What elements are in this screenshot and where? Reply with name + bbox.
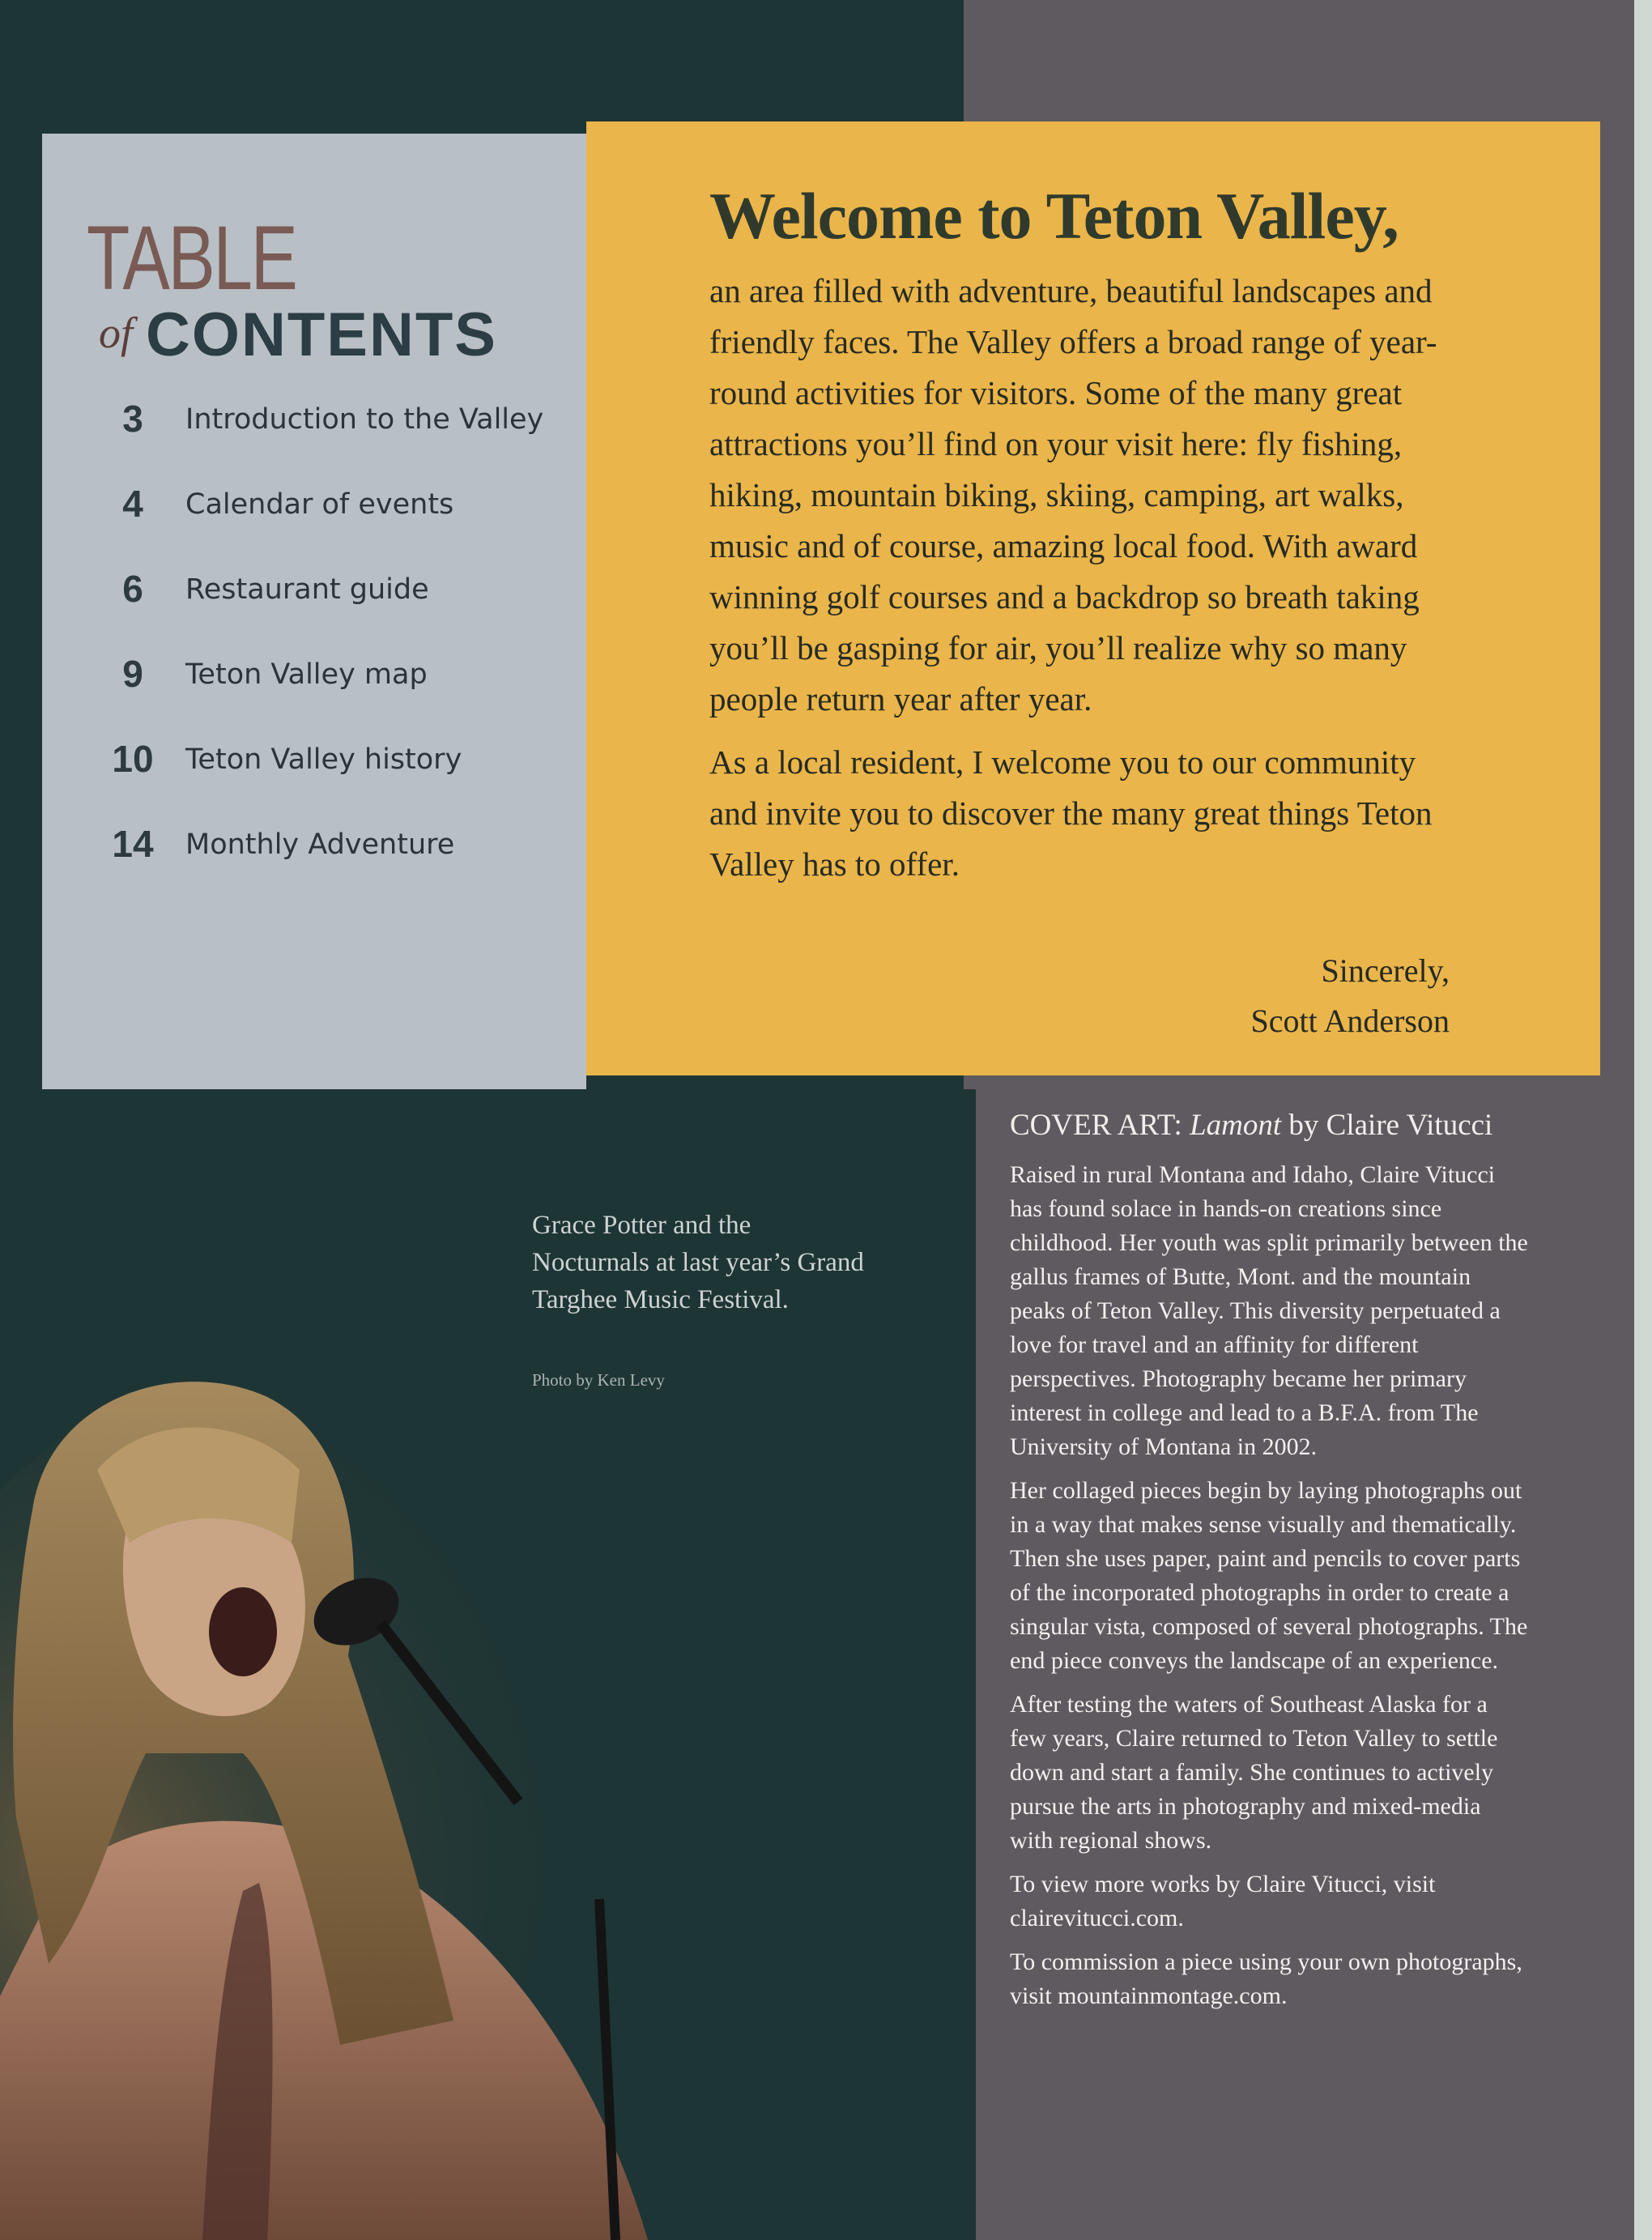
toc-title-table: TABLE xyxy=(87,207,296,309)
toc-page-number: 3 xyxy=(122,398,143,440)
signature-block xyxy=(1250,946,1450,1046)
photo-credit: Photo by Ken Levy xyxy=(532,1370,665,1390)
cover-art-prefix: COVER ART: xyxy=(1010,1109,1190,1142)
page-edge xyxy=(1634,0,1652,2240)
toc-page-number: 10 xyxy=(112,738,154,780)
toc-list xyxy=(100,397,570,907)
cover-art-body xyxy=(1010,1158,1528,2023)
cover-art-paragraph: After testing the waters of Southeast Alaska for a few years, Claire returned to Teton Valley to settle down and start a family. She continues to actively pursue the arts in photography and mixed-media with regional shows. xyxy=(1010,1691,1498,1854)
cover-art-title: Lamont xyxy=(1190,1109,1282,1142)
toc-page-number: 6 xyxy=(122,568,143,610)
closing: Sincerely, xyxy=(1321,952,1450,989)
signature: Scott Anderson xyxy=(1250,1003,1450,1039)
toc-item xyxy=(100,482,570,567)
welcome-paragraph: As a local resident, I welcome you to our community and invite you to discover the many great things Teton Valley has to offer. xyxy=(709,743,1433,883)
toc-page-number: 14 xyxy=(112,823,154,865)
toc-item-label: Monthly Adventure xyxy=(185,828,455,861)
toc-item-label: Introduction to the Valley xyxy=(185,403,544,436)
welcome-body xyxy=(709,266,1463,902)
toc-item xyxy=(100,652,570,737)
cover-art-paragraph: To commission a piece using your own photographs, visit mountainmontage.com. xyxy=(1010,1948,1522,2009)
toc-item-label: Teton Valley history xyxy=(185,743,462,776)
cover-art-paragraph: Raised in rural Montana and Idaho, Claire Vitucci has found solace in hands-on creations since childhood. Her youth was split primarily between the gallus frames of Butte, Mont. and the mountain peaks of Teton Valley. This diversity perpetuated a love for travel and an affinity for different perspectives. Photography became her primary interest in college and lead to a B.F.A. from The University of Montana in 2002. xyxy=(1010,1161,1528,1460)
cover-art-artist: by Claire Vitucci xyxy=(1281,1109,1493,1142)
toc-title-of: of xyxy=(99,309,134,357)
toc-item-label: Calendar of events xyxy=(185,488,454,521)
table-of-contents xyxy=(42,134,586,1089)
toc-item xyxy=(100,737,570,822)
toc-item-label: Teton Valley map xyxy=(185,658,428,691)
welcome-letter xyxy=(586,121,1600,1075)
toc-item-label: Restaurant guide xyxy=(185,573,429,606)
toc-page-number: 4 xyxy=(122,483,143,525)
cover-art-paragraph: Her collaged pieces begin by laying photographs out in a way that makes sense visually and thematically. Then she uses paper, paint and pencils to cover parts of the incorporated photographs in order to create a singular vista, composed of several photographs. The end piece conveys the landscape of an experience. xyxy=(1010,1477,1528,1674)
toc-title-contents: CONTENTS xyxy=(146,300,497,369)
cover-art-heading xyxy=(1010,1108,1492,1143)
toc-item xyxy=(100,397,570,482)
toc-item xyxy=(100,822,570,907)
welcome-title: Welcome to Teton Valley, xyxy=(709,179,1399,253)
photo-caption: Grace Potter and the Nocturnals at last year’s Grand Targhee Music Festival. xyxy=(532,1211,864,1314)
welcome-paragraph: an area filled with adventure, beautiful landscapes and friendly faces. The Valley offers a broad range of year-round activities for visitors. Some of the many great attractions you’ll find on your visit here: fly fishing, hiking, mountain biking, skiing, camping, art walks, music and of course, amazing local food. With award winning golf courses and a backdrop so breath taking you’ll be gasping for air, you’ll realize why so many people return year after year. xyxy=(709,272,1437,718)
cover-art-paragraph: To view more works by Claire Vitucci, visit clairevitucci.com. xyxy=(1010,1871,1436,1931)
singer-mouth xyxy=(209,1587,277,1676)
toc-page-number: 9 xyxy=(122,653,143,695)
toc-item xyxy=(100,567,570,652)
